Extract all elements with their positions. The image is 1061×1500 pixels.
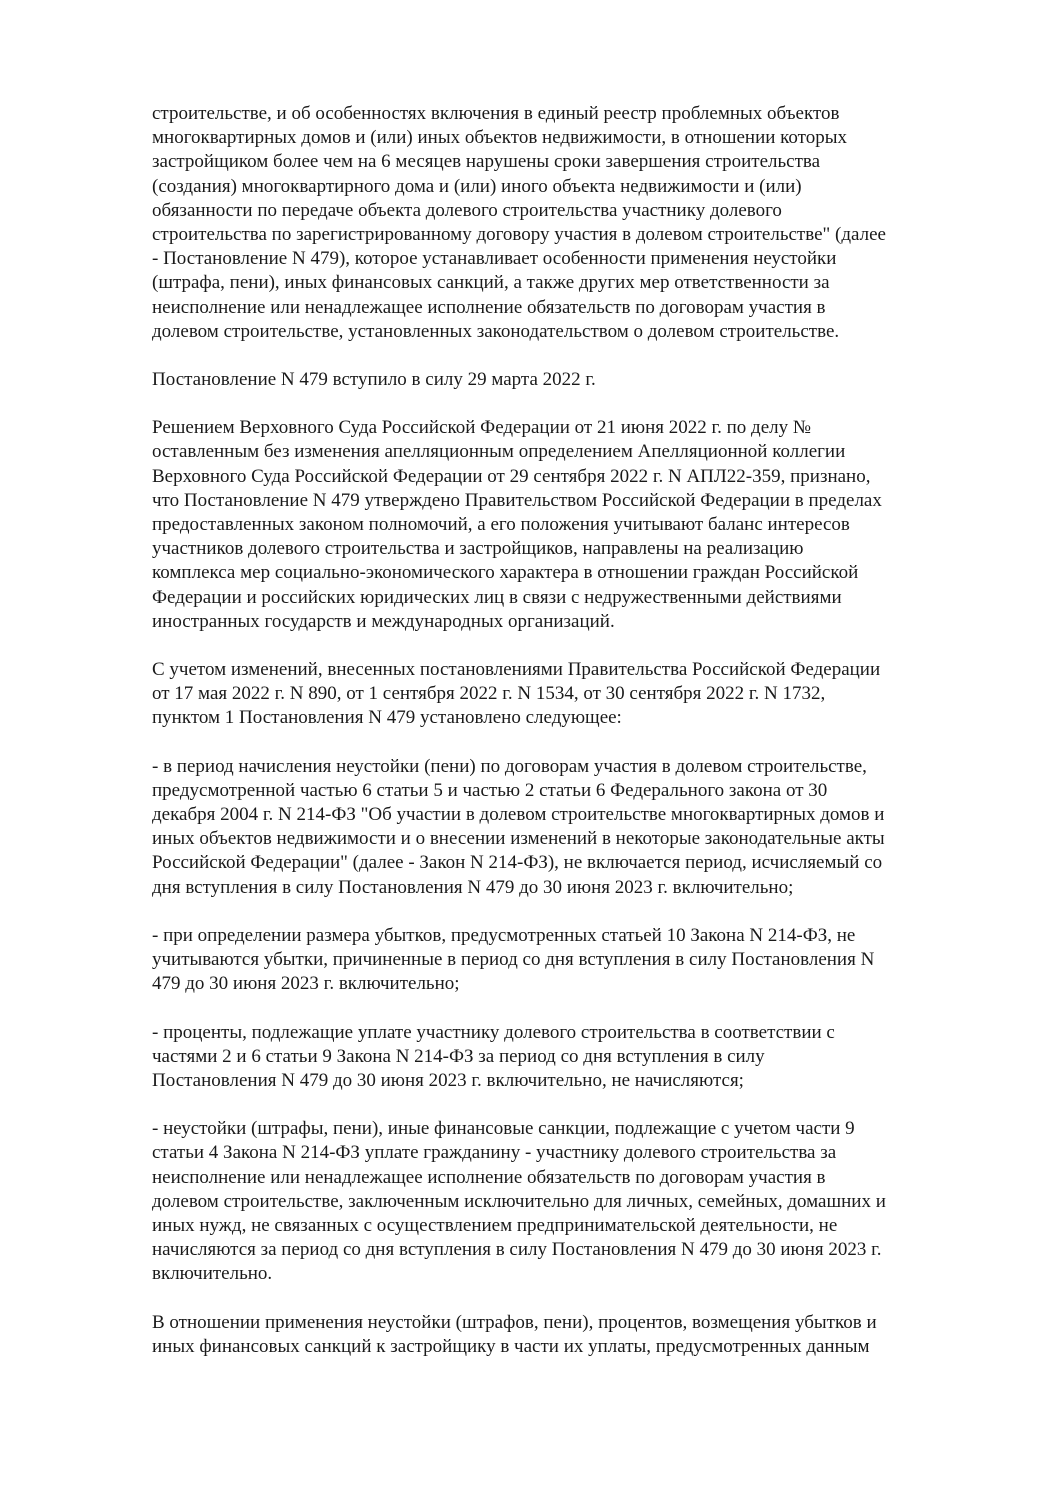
text-line: неисполнение или ненадлежащее исполнение обязательств по договорам участия в (152, 296, 826, 318)
text-line: иностранных государств и международных организаций. (152, 610, 615, 632)
text-line: - проценты, подлежащие уплате участнику долевого строительства в соответствии с (152, 1021, 835, 1043)
text-line: (штрафа, пени), иных финансовых санкций, а также других мер ответственности за (152, 272, 830, 294)
text-line: предоставленных законом полномочий, а его положения учитывают баланс интересов (152, 514, 850, 536)
text-line: - неустойки (штрафы, пени), иные финансовые санкции, подлежащие с учетом части 9 (152, 1118, 855, 1140)
paragraph (152, 755, 997, 900)
paragraph (152, 416, 997, 634)
text-line: включительно. (152, 1263, 273, 1285)
text-line: иных объектов недвижимости и о внесении изменений в некоторые законодательные акты (152, 828, 885, 850)
text-line: комплекса мер социально-экономического характера в отношении граждан Российской (152, 562, 859, 584)
text-line: что Постановление N 479 утверждено Правительством Российской Федерации в пределах (152, 489, 882, 511)
text-line: долевом строительстве, установленных законодательством о долевом строительстве. (152, 320, 840, 342)
text-line: С учетом изменений, внесенных постановлениями Правительства Российской Федерации (152, 659, 881, 681)
text-line: начисляются за период со дня вступления в силу Постановления N 479 до 30 июня 2023 г. (152, 1239, 882, 1261)
text-line: Федерации и российских юридических лиц в связи с недружественными действиями (152, 586, 842, 608)
text-line: В отношении применения неустойки (штрафов, пени), процентов, возмещения убытков и (152, 1311, 877, 1333)
text-line: неисполнение или ненадлежащее исполнение обязательств по договорам участия в (152, 1166, 826, 1188)
text-line: - при определении размера убытков, предусмотренных статьей 10 Закона N 214-ФЗ, не (152, 924, 856, 946)
text-line: от 17 мая 2022 г. N 890, от 1 сентября 2022 г. N 1534, от 30 сентября 2022 г. N 1732, (152, 683, 826, 705)
text-line: участников долевого строительства и застройщиков, направлены на реализацию (152, 538, 804, 560)
text-line: Постановление N 479 вступило в силу 29 марта 2022 г. (152, 369, 596, 391)
text-line: обязанности по передаче объекта долевого строительства участнику долевого (152, 199, 782, 221)
paragraph (152, 102, 997, 344)
paragraph (152, 1311, 997, 1359)
text-line: иных финансовых санкций к застройщику в части их уплаты, предусмотренных данным (152, 1335, 870, 1357)
text-line: строительства по зарегистрированному договору участия в долевом строительстве" (далее (152, 224, 886, 246)
paragraph (152, 658, 997, 731)
text-line: декабря 2004 г. N 214-ФЗ "Об участии в долевом строительстве многоквартирных домов и (152, 804, 885, 826)
text-line: оставленным без изменения апелляционным определением Апелляционной коллегии (152, 441, 846, 463)
paragraph (152, 368, 997, 392)
text-line: многоквартирных домов и (или) иных объектов недвижимости, в отношении которых (152, 127, 847, 149)
text-line: застройщиком более чем на 6 месяцев нарушены сроки завершения строительства (152, 151, 821, 173)
text-line: иных нужд, не связанных с осуществлением предпринимательской деятельности, не (152, 1214, 838, 1236)
text-line: частями 2 и 6 статьи 9 Закона N 214-ФЗ за период со дня вступления в силу (152, 1045, 765, 1067)
text-line: (создания) многоквартирного дома и (или) иного объекта недвижимости и (или) (152, 175, 802, 197)
text-line: 479 до 30 июня 2023 г. включительно; (152, 973, 460, 995)
paragraph (152, 1117, 997, 1286)
text-line: Постановления N 479 до 30 июня 2023 г. включительно, не начисляются; (152, 1069, 744, 1091)
text-line: строительстве, и об особенностях включения в единый реестр проблемных объектов (152, 103, 840, 124)
text-line: долевом строительстве, заключенным исключительно для личных, семейных, домашних и (152, 1190, 886, 1212)
text-line: - в период начисления неустойки (пени) по договорам участия в долевом строительстве, (152, 755, 867, 777)
text-line: статьи 4 Закона N 214-ФЗ уплате гражданину - участнику долевого строительства за (152, 1142, 837, 1164)
text-line: Решением Верховного Суда Российской Федерации от 21 июня 2022 г. по делу № (152, 417, 812, 439)
paragraph (152, 1021, 997, 1094)
text-line: предусмотренной частью 6 статьи 5 и частью 2 статьи 6 Федерального закона от 30 (152, 779, 828, 801)
text-line: Российской Федерации" (далее - Закон N 214-ФЗ), не включается период, исчисляемый со (152, 852, 883, 874)
text-line: Верховного Суда Российской Федерации от 29 сентября 2022 г. N АПЛ22-359, признано, (152, 465, 871, 487)
text-line: - Постановление N 479), которое устанавливает особенности применения неустойки (152, 248, 837, 270)
paragraph (152, 924, 997, 997)
text-line: дня вступления в силу Постановления N 479 до 30 июня 2023 г. включительно; (152, 876, 794, 898)
text-line: пунктом 1 Постановления N 479 установлено следующее: (152, 707, 622, 729)
document-body (152, 102, 997, 1383)
text-line: учитываются убытки, причиненные в период со дня вступления в силу Постановления N (152, 949, 875, 971)
